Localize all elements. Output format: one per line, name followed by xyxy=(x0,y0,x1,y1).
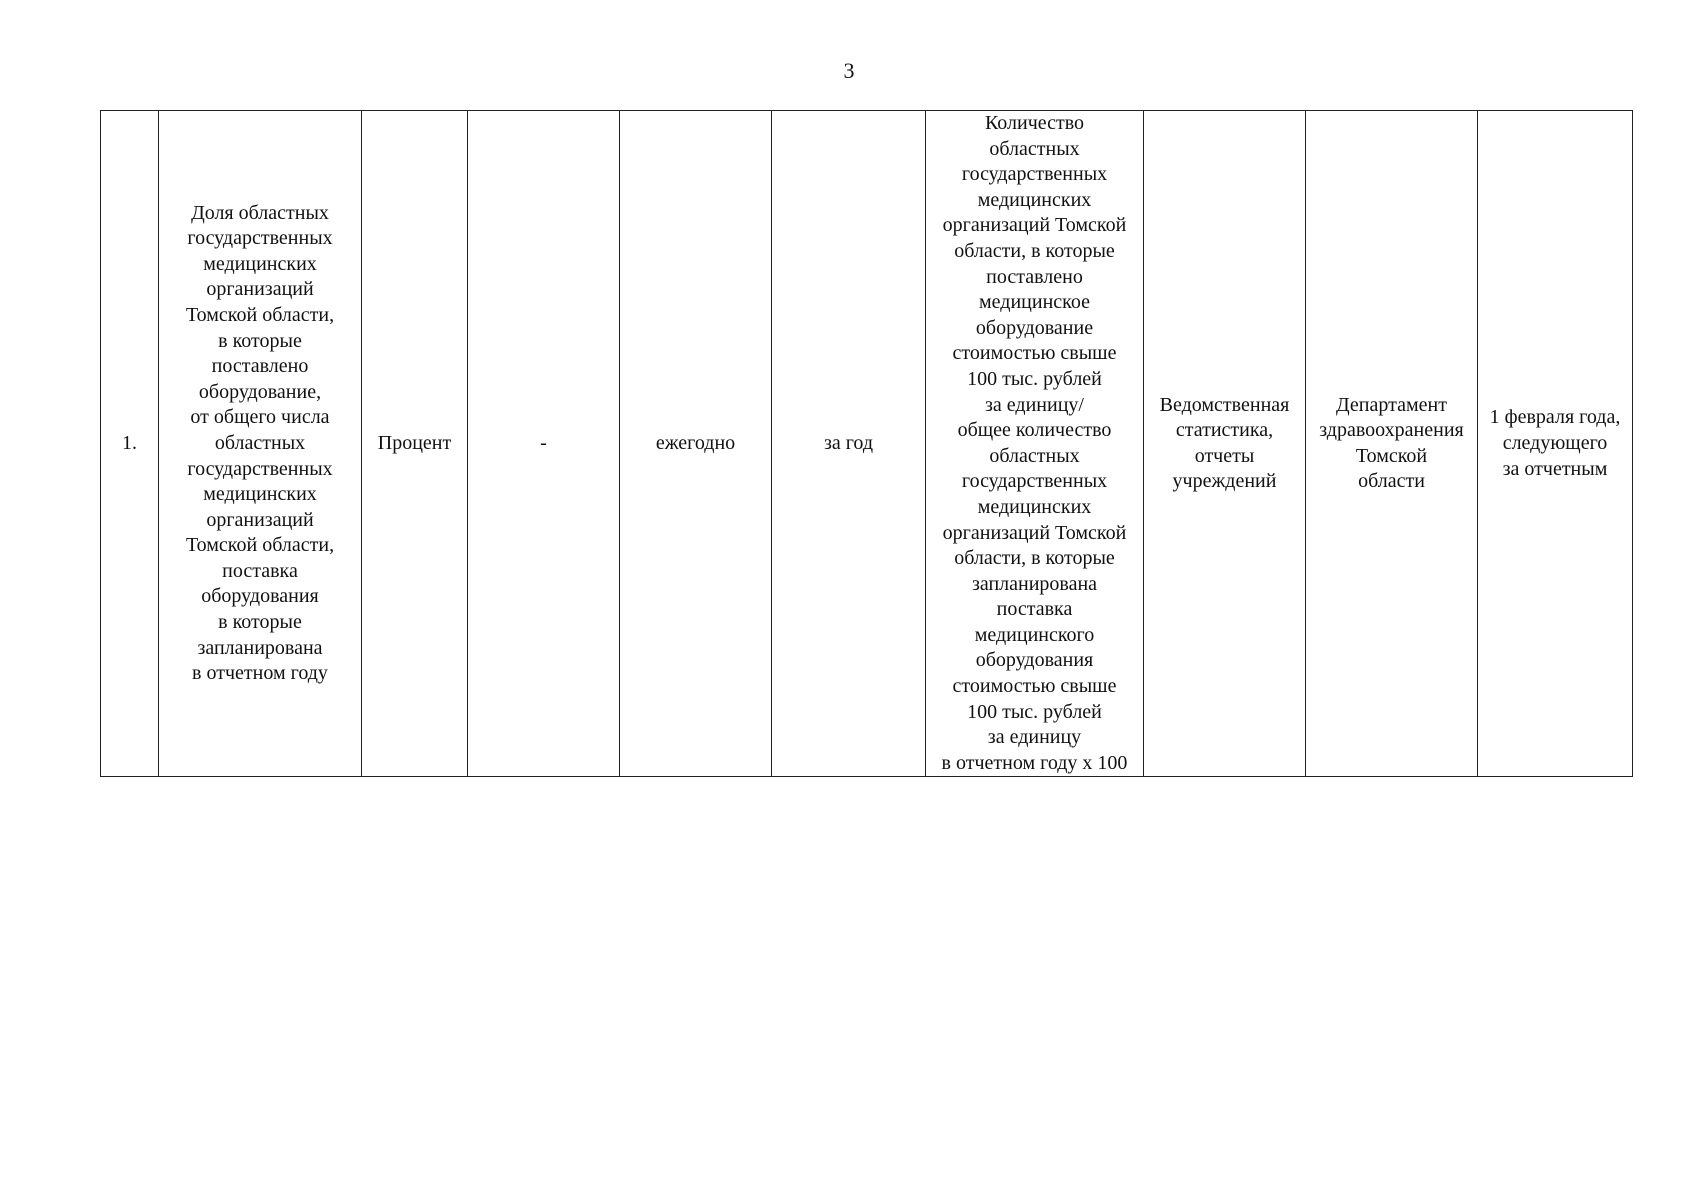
period-cell: за год xyxy=(772,111,926,777)
data-source-cell: Ведомственная статистика, отчеты учреждений xyxy=(1144,111,1306,777)
indicator-table xyxy=(100,110,1633,777)
responsible-cell: Департамент здравоохранения Томской области xyxy=(1306,111,1478,777)
indicator-name-cell: Доля областных государственных медицинских организаций Томской области, в которые поставлено оборудование, от общего числа областных государственных медицинских организаций Томской области, поставка оборудования в которые запланирована в отчетном году xyxy=(159,111,362,777)
dash-cell: - xyxy=(468,111,620,777)
deadline-cell: 1 февраля года, следующего за отчетным xyxy=(1478,111,1633,777)
formula-cell: Количество областных государственных медицинских организаций Томской области, в которые поставлено медицинское оборудование стоимостью свыше 100 тыс. рублей за единицу/ общее количество областных государственных медицинских организаций Томской области, в которые запланирована поставка медицинского оборудования стоимостью свыше 100 тыс. рублей за единицу в отчетном году х 100 xyxy=(926,111,1144,777)
frequency-cell: ежегодно xyxy=(620,111,772,777)
row-number-cell: 1. xyxy=(101,111,159,777)
unit-cell: Процент xyxy=(362,111,468,777)
page-number: 3 xyxy=(843,58,855,83)
table-row xyxy=(101,111,1633,777)
